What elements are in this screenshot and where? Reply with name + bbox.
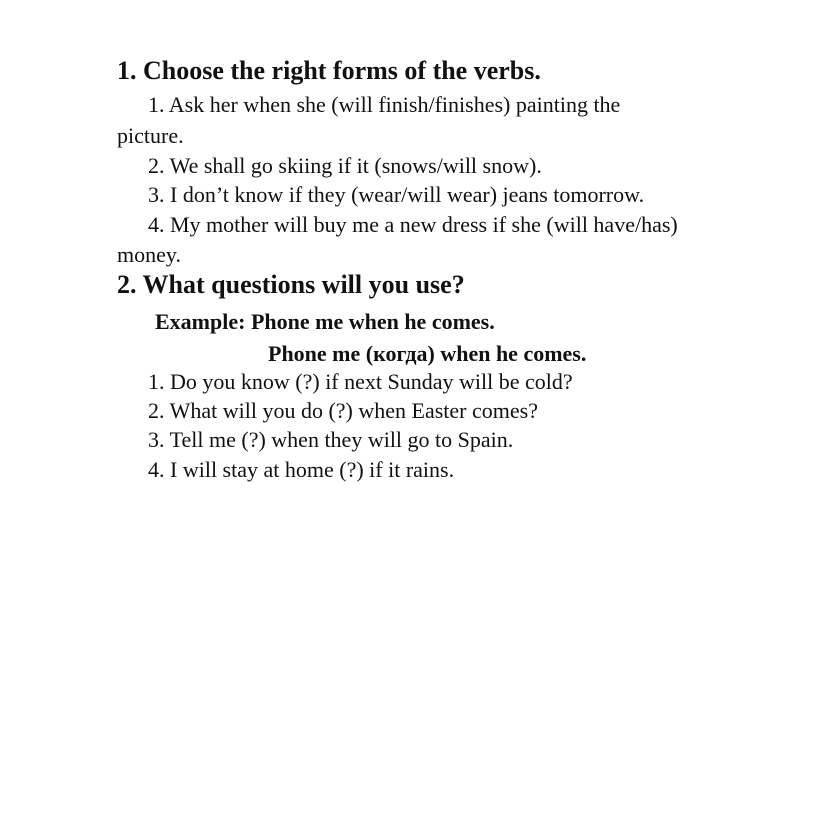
s1-item-3: 3. I don’t know if they (wear/will wear) jeans tomorrow. (148, 182, 645, 207)
s1-item-4-continuation: money. (117, 242, 181, 267)
section-2-heading: 2. What questions will you use? (117, 270, 465, 299)
s1-item-4: 4. My mother will buy me a new dress if she (will have/has) (148, 212, 678, 237)
s2-item-1: 1. Do you know (?) if next Sunday will be cold? (148, 369, 573, 394)
s2-item-4: 4. I will stay at home (?) if it rains. (148, 457, 455, 482)
example-line-2: Phone me (когда) when he comes. (268, 341, 587, 366)
example-line-1: Example: Phone me when he comes. (155, 309, 495, 334)
s1-item-1: 1. Ask her when she (will finish/finishes) painting the (148, 92, 621, 117)
section-1-heading: 1. Choose the right forms of the verbs. (117, 56, 541, 85)
s1-item-1-continuation: picture. (117, 123, 184, 148)
s2-item-3: 3. Tell me (?) when they will go to Spain. (148, 427, 514, 452)
s2-item-2: 2. What will you do (?) when Easter comes? (148, 398, 538, 423)
s1-item-2: 2. We shall go skiing if it (snows/will snow). (148, 153, 542, 178)
